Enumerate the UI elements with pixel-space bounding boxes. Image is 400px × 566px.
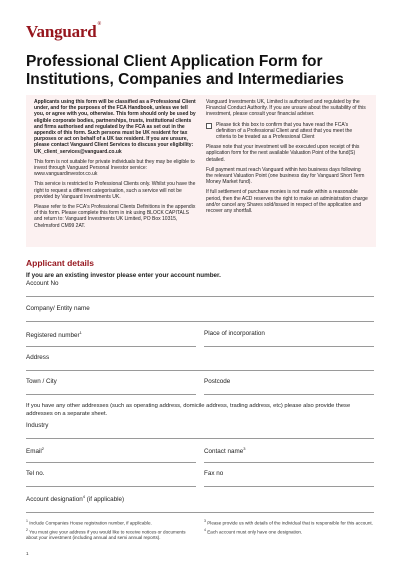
return-address-text: Please refer to the FCA's Professional Clients Definitions in the appendix of this form. Please complete this form in ink using BLOCK CAPITALS and return to: Vanguard Investments UK Limited, PO Box 10315, Chelmsford CM99 2AT. bbox=[34, 204, 196, 229]
footnote-1: $^1$ Include Companies House registration number, if applicable. bbox=[26, 519, 152, 526]
contact-name-field[interactable] bbox=[204, 462, 374, 463]
contact-name-label: Contact name$^3$ bbox=[204, 446, 246, 456]
intro-panel bbox=[26, 95, 376, 247]
footnote-mark-3: 3 bbox=[243, 446, 246, 451]
industry-field[interactable] bbox=[26, 438, 374, 439]
intro-right-column bbox=[206, 99, 368, 243]
address-label: Address bbox=[26, 354, 50, 361]
footnote-mark-1: 1 bbox=[79, 330, 82, 335]
vanguard-logo: Vanguard® bbox=[26, 22, 102, 41]
place-of-incorporation-label: Place of incorporation bbox=[204, 330, 265, 337]
professional-client-confirmation bbox=[206, 122, 368, 141]
checkbox-label: Please tick this box to confirm that you have read the FCA's definition of a Professional Client and attest that you meet the criteria to be treated as a Professional Client bbox=[216, 121, 353, 141]
fax-no-label: Fax no bbox=[204, 470, 224, 477]
account-no-field[interactable] bbox=[26, 296, 374, 297]
town-city-field[interactable] bbox=[26, 394, 196, 395]
company-name-field[interactable] bbox=[26, 321, 374, 322]
place-of-incorporation-field[interactable] bbox=[204, 346, 374, 347]
existing-investor-note: If you are an existing investor please enter your account number. bbox=[26, 272, 221, 279]
tel-no-field[interactable] bbox=[26, 486, 196, 487]
professional-client-checkbox[interactable] bbox=[206, 123, 212, 129]
payment-note: Full payment must reach Vanguard within two business days following the relevant Valuation Point (one business day for Vanguard Short Term Money Market fund). bbox=[206, 166, 365, 186]
registered-number-field[interactable] bbox=[26, 346, 196, 347]
email-field[interactable] bbox=[26, 462, 196, 463]
town-city-label: Town / City bbox=[26, 378, 57, 385]
applicant-details-heading: Applicant details bbox=[26, 258, 95, 268]
private-individuals-text: This form is not suitable for private individuals but they may be eligible to invest through Vanguard Personal Investor service: www.vanguardinvestor.co.uk bbox=[34, 158, 195, 178]
fax-no-field[interactable] bbox=[204, 486, 374, 487]
account-designation-label: Account designation$^4$ (if applicable) bbox=[26, 494, 125, 504]
footnote-3: $^3$ Please provide us with details of the individual that is responsible for this account. bbox=[204, 519, 373, 526]
account-designation-field[interactable] bbox=[26, 512, 374, 513]
page-title: Professional Client Application Form for Institutions, Companies and Intermediaries bbox=[26, 53, 344, 88]
footnote-4: $^4$ Each account must only have one designation. bbox=[204, 527, 303, 535]
page-number: 1 bbox=[26, 551, 29, 556]
execution-note: Please note that your investment will be executed upon receipt of this application form for the next available Valuation Point of the fund(S) detailed. bbox=[206, 144, 360, 163]
postcode-field[interactable] bbox=[204, 394, 374, 395]
footnotes-right bbox=[204, 519, 374, 537]
settlement-note: If full settlement of purchase monies is not made within a reasonable period, then the ACD reserves the right to make an administration charge and/or cancel any Shares sold/issued in respect of the application and recover any shortfall. bbox=[206, 189, 368, 215]
registered-number-label: Registered number$^1$ bbox=[26, 330, 82, 340]
account-no-label: Account No bbox=[26, 280, 59, 287]
tel-no-label: Tel no. bbox=[26, 470, 45, 477]
registered-mark: ® bbox=[97, 22, 102, 27]
email-label: Email$^2$ bbox=[26, 446, 44, 456]
other-addresses-note: If you have any other addresses (such as operating address, domicile address, trading address, etc) please also provide these addresses on a separate sheet. bbox=[26, 403, 351, 417]
footnote-2: $^2$ You must give your address if you would like to receive notices or documents about your investment (including annual and semi annual reports). bbox=[26, 527, 186, 541]
industry-label: Industry bbox=[26, 422, 49, 429]
authorisation-text: Vanguard Investments UK, Limited is authorised and regulated by the Financial Conduct Authority. If you are unsure about the suitability of this investment, please consult your financial adviser. bbox=[206, 99, 366, 118]
intro-left-column bbox=[34, 99, 196, 243]
footnote-mark-4: 4 bbox=[82, 494, 85, 499]
restriction-text: This service is restricted to Professional Clients only. Whilst you have the right to request a different categorisation, such a service will not be provided by Vanguard Investments UK. bbox=[34, 181, 196, 200]
footnotes-left bbox=[26, 519, 194, 542]
footnote-mark-2: 2 bbox=[41, 446, 44, 451]
postcode-label: Postcode bbox=[204, 378, 231, 385]
address-field[interactable] bbox=[26, 370, 374, 371]
eligibility-text: Applicants using this form will be classified as a Professional Client under, and for the purposes of the FCA Handbook, unless we tell you, or agree with you, otherwise. This form should only be used by eligible corporate bodies, partnerships, trusts, institutional clients and firms authorised and regulated by the FCA as set out in the appendix of this form. Such persons must be UK resident for tax purposes or act on behalf of a UK tax resident. If you are unsure, please contact Vanguard Client Services to discuss your eligibility: UK_client_services@vanguard.co.uk bbox=[34, 99, 196, 155]
company-name-label: Company/ Entity name bbox=[26, 305, 90, 312]
